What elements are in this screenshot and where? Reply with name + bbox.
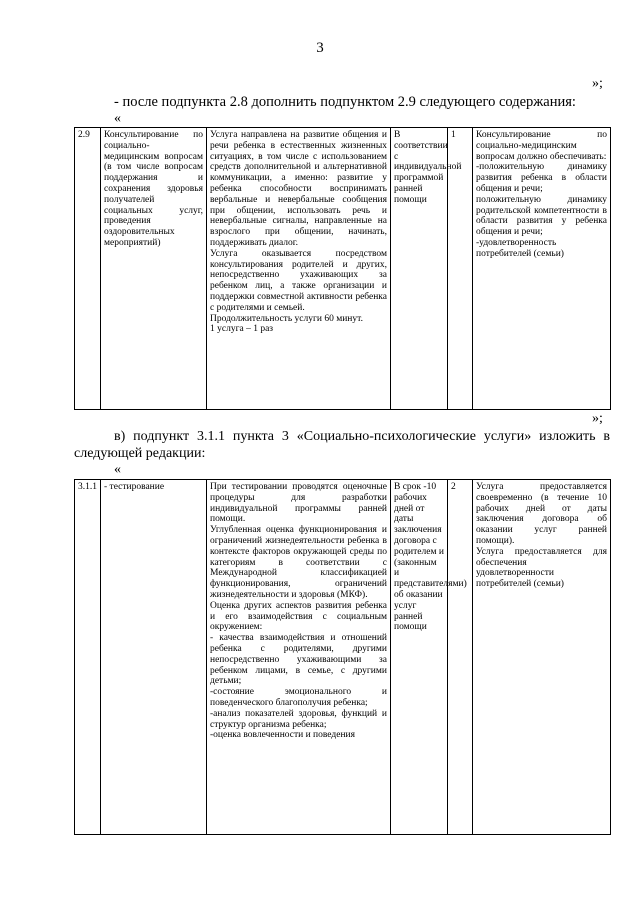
table-subpoint-3-1-1 [74, 479, 611, 835]
description-paragraph: Углубленная оценка функционирования и ограничений жизнедеятельности ребенка в контексте факторов окружающей среды по категориям в соответствии с Международной классификацией функционирования, ограничений жизнедеятельности и здоровья (МКФ). [210, 525, 387, 600]
service-name: Консультирование по социально-медицинским вопросам (в том числе вопросам поддержания и сохранения здоровья получателей социальных услуг, проведения оздоровительных мероприятий) [101, 128, 207, 410]
service-name: - тестирование [101, 480, 207, 835]
instruction-add-subpoint: - после подпункта 2.8 дополнить подпунктом 2.9 следующего содержания: [114, 94, 576, 110]
result-paragraph: положительную динамику родительской компетентности в области развития у ребенка общения и речи; [476, 194, 607, 238]
instruction-replace-subpoint: в) подпункт 3.1.1 пункта 3 «Социально-психологические услуги» изложить в следующей редакции: [74, 429, 610, 461]
opening-quote: « [114, 462, 121, 477]
description-paragraph: Услуга оказывается посредством консультирования родителей и других, непосредственно ухаживающих за ребенком лиц, а также организации и поддержки совместной активности ребенка с родителями и семьей. [210, 248, 387, 313]
description-paragraph: - качества взаимодействия и отношений ребенка с родителями, другими непосредственно ухаживающими за ребенком лицами, в семье, с другими детьми; [210, 633, 387, 687]
description-paragraph: 1 услуга – 1 раз [210, 324, 274, 335]
result-paragraph: -положительную динамику развития ребенка в области общения и речи; [476, 162, 607, 194]
description-paragraph: Оценка других аспектов развития ребенка и его взаимодействия с социальным окружением: [210, 600, 387, 633]
service-term: В срок -10 рабочих дней от даты заключения договора с родителем и (законным и представителями) об оказании услуг ранней помощи [391, 480, 448, 835]
page-number: 3 [316, 40, 324, 56]
description-paragraph: Продолжительность услуги 60 минут. [210, 313, 363, 324]
table-subpoint-2-9 [74, 127, 611, 410]
row-number: 2.9 [75, 128, 101, 410]
table-row [75, 128, 611, 410]
result-paragraph: -удовлетворенность потребителей (семьи) [476, 237, 564, 259]
row-number: 3.1.1 [75, 480, 101, 835]
opening-quote: « [114, 111, 121, 126]
service-result [473, 480, 611, 835]
closing-quote: »; [592, 411, 603, 426]
service-count: 2 [448, 480, 473, 835]
result-paragraph: Услуга предоставляется своевременно (в течение 10 рабочих дней от даты заключения договора об оказании услуг ранней помощи). [476, 482, 607, 546]
result-paragraph: Услуга предоставляется для обеспечения удовлетворенности потребителей (семьи) [476, 546, 607, 590]
service-count: 1 [448, 128, 473, 410]
result-paragraph: Консультирование по социально-медицинским вопросам должно обеспечивать: [476, 130, 607, 162]
table-row [75, 480, 611, 835]
service-description [207, 128, 391, 410]
description-paragraph: При тестировании проводятся оценочные процедуры для разработки индивидуальной программы ранней помощи. [210, 482, 387, 525]
service-description [207, 480, 391, 835]
service-result [473, 128, 611, 410]
description-paragraph: -анализ показателей здоровья, функций и структур организма ребенка; [210, 708, 387, 730]
service-term: В соответствии с индивидуальной программой ранней помощи [391, 128, 448, 410]
description-paragraph: -состояние эмоционального и поведенческого благополучия ребенка; [210, 687, 387, 708]
description-paragraph: Услуга направлена на развитие общения и речи ребенка в естественных жизненных ситуациях, в том числе с использованием средств дополнительной и альтернативной коммуникации, а именно: развитие у ребенка способности воспринимать вербальные и невербальные сообщения при общении, использовать речь и невербальные сигналы, направленные на взрослого при общении, начинать, поддерживать диалог. [210, 130, 387, 248]
description-paragraph: -оценка вовлеченности и поведения [210, 730, 355, 741]
closing-quote: »; [592, 76, 603, 91]
